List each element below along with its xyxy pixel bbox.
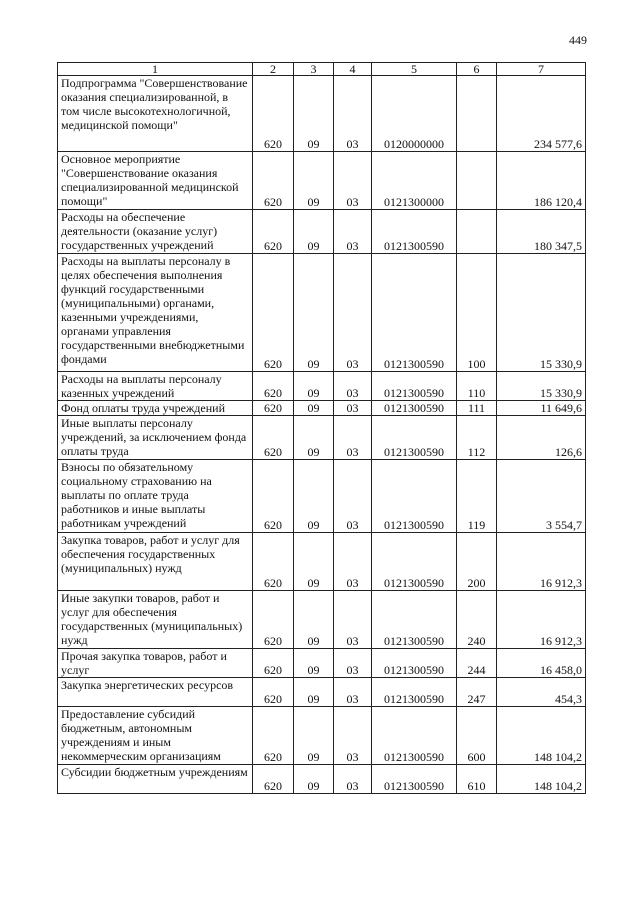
row-code-cell: 620 xyxy=(253,372,294,401)
row-name-cell: Закупка товаров, работ и услуг для обеспечения государственных (муниципальных) нужд xyxy=(58,533,253,591)
column-header: 7 xyxy=(497,63,586,76)
row-code-cell: 620 xyxy=(253,416,294,460)
row-target-article-cell: 0121300590 xyxy=(372,401,457,416)
row-amount-cell: 454,3 xyxy=(497,678,586,707)
row-section-cell: 09 xyxy=(294,210,334,254)
row-target-article-cell: 0121300590 xyxy=(372,460,457,533)
row-code-cell: 620 xyxy=(253,401,294,416)
row-amount-cell: 186 120,4 xyxy=(497,152,586,210)
row-section-cell: 09 xyxy=(294,76,334,152)
row-subsection-cell: 03 xyxy=(334,533,372,591)
row-code-cell: 620 xyxy=(253,765,294,794)
row-expense-type-cell: 110 xyxy=(457,372,497,401)
row-expense-type-cell: 610 xyxy=(457,765,497,794)
row-code-cell: 620 xyxy=(253,460,294,533)
row-expense-type-cell: 119 xyxy=(457,460,497,533)
row-name-cell: Иные выплаты персоналу учреждений, за исключением фонда оплаты труда xyxy=(58,416,253,460)
row-expense-type-cell: 100 xyxy=(457,254,497,372)
row-code-cell: 620 xyxy=(253,649,294,678)
row-subsection-cell: 03 xyxy=(334,460,372,533)
row-code-cell: 620 xyxy=(253,210,294,254)
row-target-article-cell: 0121300590 xyxy=(372,649,457,678)
row-name-cell: Фонд оплаты труда учреждений xyxy=(58,401,253,416)
budget-table xyxy=(57,62,586,794)
row-code-cell: 620 xyxy=(253,76,294,152)
row-subsection-cell: 03 xyxy=(334,416,372,460)
row-subsection-cell: 03 xyxy=(334,152,372,210)
row-name-cell: Подпрограмма "Совершенствование оказания специализированной, в том числе высокотехнологичной, медицинской помощи" xyxy=(58,76,253,152)
row-amount-cell: 180 347,5 xyxy=(497,210,586,254)
column-header: 4 xyxy=(334,63,372,76)
row-code-cell: 620 xyxy=(253,707,294,765)
table-row xyxy=(58,416,586,460)
column-header: 5 xyxy=(372,63,457,76)
row-code-cell: 620 xyxy=(253,678,294,707)
row-target-article-cell: 0121300590 xyxy=(372,765,457,794)
row-name-cell: Расходы на обеспечение деятельности (оказание услуг) государственных учреждений xyxy=(58,210,253,254)
column-header: 2 xyxy=(253,63,294,76)
table-row xyxy=(58,401,586,416)
row-section-cell: 09 xyxy=(294,765,334,794)
row-amount-cell: 126,6 xyxy=(497,416,586,460)
row-target-article-cell: 0120000000 xyxy=(372,76,457,152)
row-amount-cell: 234 577,6 xyxy=(497,76,586,152)
row-name-cell: Расходы на выплаты персоналу казенных учреждений xyxy=(58,372,253,401)
table-row xyxy=(58,76,586,152)
table-row xyxy=(58,254,586,372)
table-row xyxy=(58,707,586,765)
table-row xyxy=(58,210,586,254)
row-amount-cell: 11 649,6 xyxy=(497,401,586,416)
row-amount-cell: 15 330,9 xyxy=(497,372,586,401)
row-name-cell: Основное мероприятие "Совершенствование оказания специализированной медицинской помощи" xyxy=(58,152,253,210)
row-target-article-cell: 0121300590 xyxy=(372,707,457,765)
row-name-cell: Иные закупки товаров, работ и услуг для обеспечения государственных (муниципальных) нужд xyxy=(58,591,253,649)
table-row xyxy=(58,765,586,794)
table-row xyxy=(58,152,586,210)
row-subsection-cell: 03 xyxy=(334,210,372,254)
row-section-cell: 09 xyxy=(294,460,334,533)
row-amount-cell: 16 458,0 xyxy=(497,649,586,678)
row-section-cell: 09 xyxy=(294,254,334,372)
row-subsection-cell: 03 xyxy=(334,372,372,401)
row-amount-cell: 16 912,3 xyxy=(497,591,586,649)
table-row xyxy=(58,460,586,533)
column-header: 3 xyxy=(294,63,334,76)
row-amount-cell: 16 912,3 xyxy=(497,533,586,591)
row-amount-cell: 148 104,2 xyxy=(497,765,586,794)
row-target-article-cell: 0121300590 xyxy=(372,254,457,372)
row-name-cell: Прочая закупка товаров, работ и услуг xyxy=(58,649,253,678)
row-expense-type-cell: 247 xyxy=(457,678,497,707)
row-section-cell: 09 xyxy=(294,401,334,416)
row-target-article-cell: 0121300590 xyxy=(372,210,457,254)
row-section-cell: 09 xyxy=(294,416,334,460)
row-amount-cell: 148 104,2 xyxy=(497,707,586,765)
row-name-cell: Взносы по обязательному социальному страхованию на выплаты по оплате труда работников и иные выплаты работникам учреждений xyxy=(58,460,253,533)
row-code-cell: 620 xyxy=(253,533,294,591)
row-subsection-cell: 03 xyxy=(334,591,372,649)
row-name-cell: Субсидии бюджетным учреждениям xyxy=(58,765,253,794)
row-expense-type-cell xyxy=(457,210,497,254)
row-section-cell: 09 xyxy=(294,372,334,401)
table-row xyxy=(58,649,586,678)
row-section-cell: 09 xyxy=(294,678,334,707)
row-target-article-cell: 0121300000 xyxy=(372,152,457,210)
column-header: 1 xyxy=(58,63,253,76)
row-expense-type-cell: 111 xyxy=(457,401,497,416)
row-expense-type-cell: 200 xyxy=(457,533,497,591)
row-expense-type-cell: 600 xyxy=(457,707,497,765)
table-header-row xyxy=(58,63,586,76)
row-expense-type-cell: 112 xyxy=(457,416,497,460)
table-row xyxy=(58,591,586,649)
row-amount-cell: 3 554,7 xyxy=(497,460,586,533)
row-section-cell: 09 xyxy=(294,649,334,678)
table-row xyxy=(58,533,586,591)
row-section-cell: 09 xyxy=(294,533,334,591)
row-code-cell: 620 xyxy=(253,591,294,649)
row-name-cell: Расходы на выплаты персоналу в целях обеспечения выполнения функций государственными (муниципальными) органами, казенными учреждениями, органами управления государственными внебюджетными фондами xyxy=(58,254,253,372)
row-amount-cell: 15 330,9 xyxy=(497,254,586,372)
column-header: 6 xyxy=(457,63,497,76)
row-name-cell: Предоставление субсидий бюджетным, автономным учреждениям и иным некоммерческим организациям xyxy=(58,707,253,765)
row-target-article-cell: 0121300590 xyxy=(372,416,457,460)
row-section-cell: 09 xyxy=(294,591,334,649)
row-subsection-cell: 03 xyxy=(334,765,372,794)
row-section-cell: 09 xyxy=(294,152,334,210)
row-subsection-cell: 03 xyxy=(334,254,372,372)
row-expense-type-cell: 244 xyxy=(457,649,497,678)
table-row xyxy=(58,372,586,401)
row-subsection-cell: 03 xyxy=(334,649,372,678)
table-row xyxy=(58,678,586,707)
row-target-article-cell: 0121300590 xyxy=(372,678,457,707)
row-code-cell: 620 xyxy=(253,152,294,210)
row-expense-type-cell xyxy=(457,76,497,152)
page-number: 449 xyxy=(569,33,587,47)
row-section-cell: 09 xyxy=(294,707,334,765)
row-subsection-cell: 03 xyxy=(334,707,372,765)
row-target-article-cell: 0121300590 xyxy=(372,591,457,649)
row-target-article-cell: 0121300590 xyxy=(372,533,457,591)
row-expense-type-cell xyxy=(457,152,497,210)
row-subsection-cell: 03 xyxy=(334,76,372,152)
row-subsection-cell: 03 xyxy=(334,401,372,416)
row-name-cell: Закупка энергетических ресурсов xyxy=(58,678,253,707)
row-subsection-cell: 03 xyxy=(334,678,372,707)
row-target-article-cell: 0121300590 xyxy=(372,372,457,401)
row-code-cell: 620 xyxy=(253,254,294,372)
row-expense-type-cell: 240 xyxy=(457,591,497,649)
